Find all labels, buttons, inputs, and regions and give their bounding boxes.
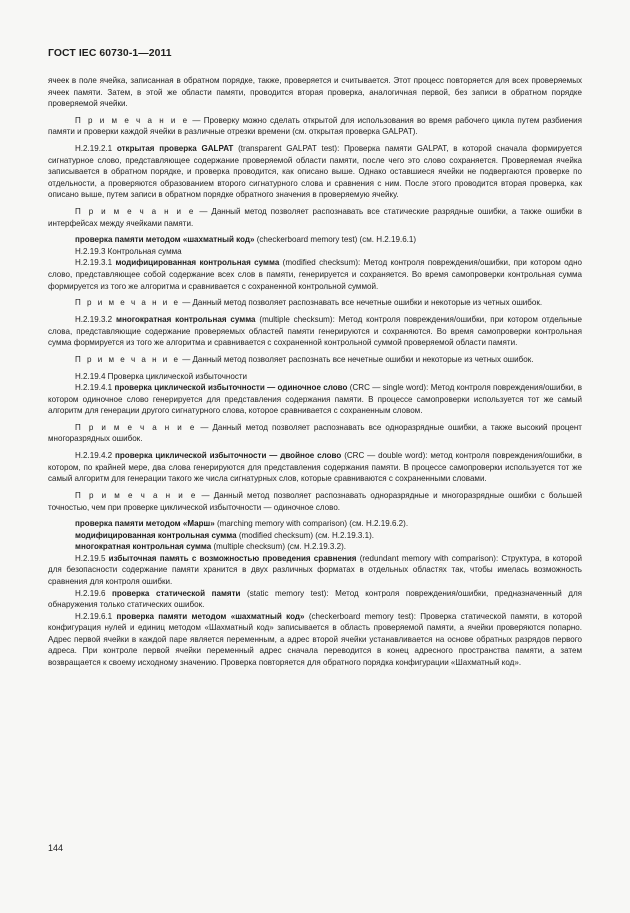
page-header: ГОСТ IEC 60730-1—2011 — [48, 48, 172, 59]
clause-H.2.19.6: H.2.19.6 проверка статической памяти (static memory test): Метод контроля повреждения/ошибки, предназначенный для обнаружения только статических ошибок. — [48, 588, 582, 610]
paragraph-continuation: ячеек в поле ячейка, записанная в обратном порядке, также, проверяется и считывается. Этот процесс повторяется для всех проверяемых ячеек памяти. Затем, в этой же области памяти, проводится вторая проверка, аналогичная первой, без записи в обратном порядке проверяемой ячейки. — [48, 76, 582, 109]
note: П р и м е ч а н и е — Данный метод позволяет распознавать все статические разрядные ошибки, а также ошибки в интерфейсах между ячейками памяти. — [48, 207, 582, 228]
note: П р и м е ч а н и е — Данный метод позволяет распознавать все одноразрядные ошибки, а также высокий процент многоразрядных ошибок. — [48, 422, 582, 444]
note: П р и м е ч а н и е — Проверку можно сделать открытой для использования во время рабочего цикла путем разбиения памяти и проверки каждой ячейки в различные отрезки времени (см. открытая проверка GALPAT). — [48, 115, 582, 137]
clause-H.2.19.3.1: H.2.19.3.1 модифицированная контрольная сумма (modified checksum): Метод контроля повреждения/ошибки, при котором одно слово, представляющее собой содержание всех слов в памяти, генерируется и сохраняется. Во время самопроверки контрольная сумма формируется из того же алгоритма и сравнивается с сохраненной контрольной суммой. — [48, 258, 582, 291]
document-body — [48, 75, 582, 668]
page-number: 144 — [48, 843, 64, 853]
clause-H.2.19.2.1: H.2.19.2.1 открытая проверка GALPAT (transparent GALPAT test): Проверка памяти GALPAT, в которой сначала формируется сигнатурное слово, представляющее содержание проверяемой области памяти, после чего это слово сохраняется. Проверяемая ячейка записывается в обратном порядке, и проверка проводится, как описано выше. Однако оставшиеся ячейки не подвергаются проверке по отдельности, а проверяются образованием второго сигнатурного слова и сравнения с ним. После этого проводится вторая проверка, как описано выше, путем записи в обратном порядке обратного значения в проверяемую ячейку. — [48, 144, 582, 200]
clause-H.2.19.5: H.2.19.5 избыточная память с возможностью проведения сравнения (redundant memory with comparison): Структура, в которой для безопасности содержание памяти хранится в двух различных форматах в отдельных областях так, чтобы имелась возможность сравнения для контроля ошибки. — [48, 553, 583, 587]
section-heading-H.2.19.3: H.2.19.3 Контрольная сумма — [75, 246, 182, 256]
note: П р и м е ч а н и е — Данный метод позволяет распознавать все нечетные ошибки и некоторые из четных ошибок. — [75, 298, 543, 308]
clause-H.2.19.4.2: H.2.19.4.2 проверка циклической избыточности — двойное слово (CRC — double word): метод контроля повреждения/ошибки, в котором, по крайней мере, два слова генерируются для представления содержания памяти. В процессе самопроверки используется тот же самый алгоритм для генерации такого же числа сигнатурных слов, которые сравниваются с сохраненными словами. — [48, 451, 582, 484]
note: П р и м е ч а н и е — Данный метод позволяет распознавать одноразрядные и многоразрядные ошибки с большей точностью, чем при проверке циклической избыточности — одиночное слово. — [48, 491, 583, 512]
term-reference: многократная контрольная сумма (multiple checksum) (см. H.2.19.3.2). — [75, 542, 347, 552]
clause-H.2.19.4.1: H.2.19.4.1 проверка циклической избыточности — одиночное слово (CRC — single word): Метод контроля повреждения/ошибки, в котором одиночное слово генерируется для представления содержания памяти. В процессе самопроверки используется тот же самый алгоритм для генерации другого сигнатурного слова, которое сравнивается с сохраненным словом. — [48, 383, 582, 416]
clause-H.2.19.6.1: H.2.19.6.1 проверка памяти методом «шахматный код» (checkerboard memory test): Проверка статической памяти, в которой конфигурация нулей и единиц методом «Шахматный код» записывается в область проверяемой памяти, а ячейки проверяются попарно. Адрес первой ячейки в каждой паре является переменным, а адрес второй ячейки устанавливается на основе обратных разрядов первого адреса. При контроле первой ячейки переменный адрес сначала переводится в конец адресного пространства памяти, а затем возвращается к своему исходному значению. Проверка повторяется для обратного порядка конфигурации «Шахматный код». — [48, 611, 582, 667]
clause-H.2.19.3.2: H.2.19.3.2 многократная контрольная сумма (multiple checksum): Метод контроля повреждения/ошибки, при котором отдельные слова, представляющие содержание проверяемых областей памяти генерируются и сохраняются. Во время самопроверки контрольная сумма формируется из того же алгоритма и сравнивается с сохраненной контрольной суммой проверяемой области памяти. — [48, 314, 582, 348]
term-reference: проверка памяти методом «шахматный код» (checkerboard memory test) (см. H.2.19.6.1) — [75, 235, 417, 245]
note: П р и м е ч а н и е — Данный метод позволяет распознать все нечетные ошибки и некоторые из четных ошибок. — [75, 354, 534, 364]
term-reference: модифицированная контрольная сумма (modified checksum) (см. H.2.19.3.1). — [75, 530, 375, 540]
term-reference: проверка памяти методом «Марш» (marching memory with comparison) (см. H.2.19.6.2). — [75, 519, 409, 529]
section-heading-H.2.19.4: H.2.19.4 Проверка циклической избыточности — [75, 371, 248, 381]
